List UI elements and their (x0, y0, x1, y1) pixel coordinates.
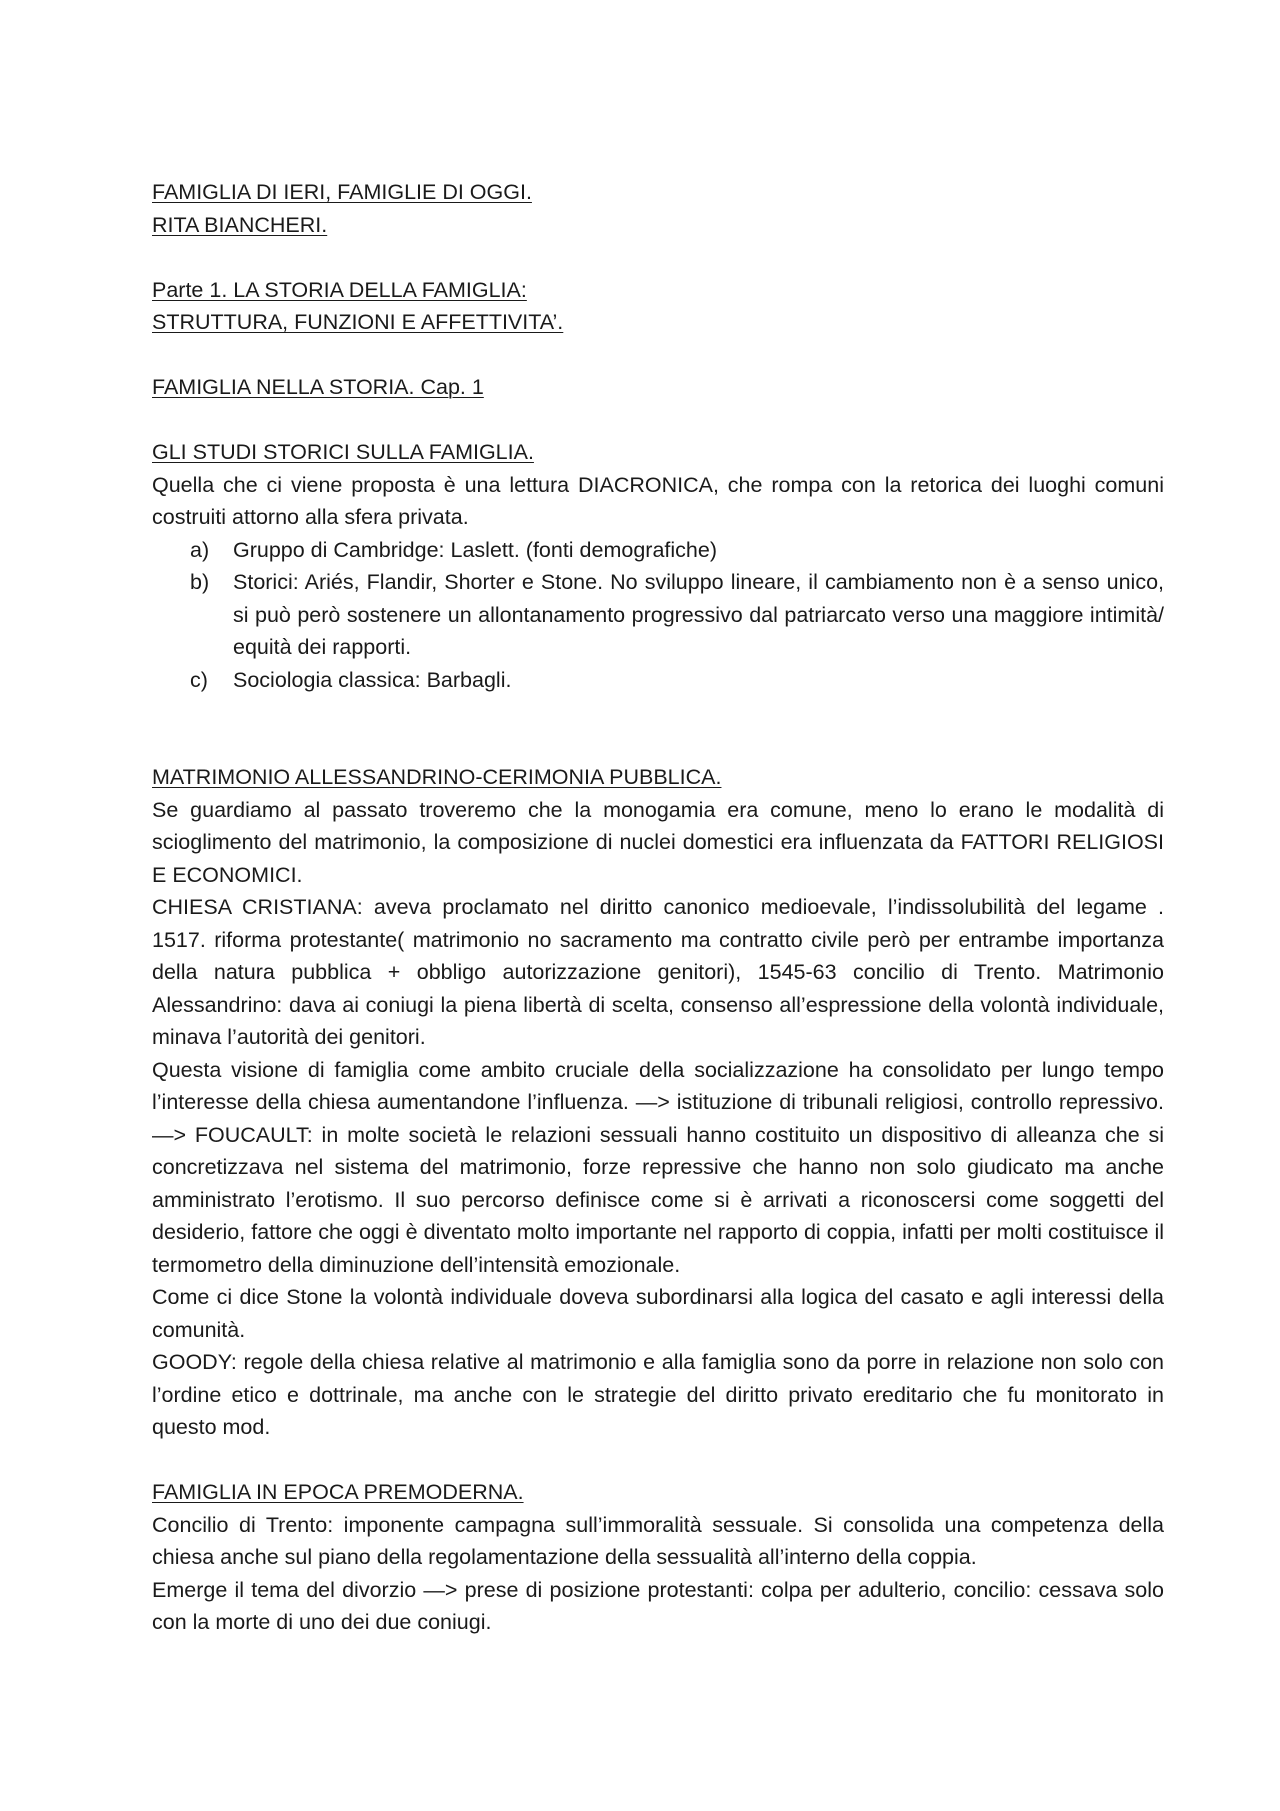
spacer (152, 404, 1164, 437)
body-paragraph: Come ci dice Stone la volontà individuale doveva subordinarsi alla logica del casato e agli interessi della comunità. (152, 1285, 1164, 1342)
part-title-line2: STRUTTURA, FUNZIONI E AFFETTIVITA’. (152, 310, 564, 334)
document-page (152, 176, 1164, 1639)
part-title-line1: Parte 1. LA STORIA DELLA FAMIGLIA: (152, 277, 527, 302)
list-marker: b) (190, 570, 210, 594)
body-paragraph: Se guardiamo al passato troveremo che la monogamia era comune, meno lo erano le modalità di scioglimento del matrimonio, la composizione di nuclei domestici era influenzata da FATTORI RELIGIOSI E ECONOMICI. (152, 797, 1164, 887)
list-item (152, 664, 1164, 697)
section-heading-premoderna: FAMIGLIA IN EPOCA PREMODERNA. (152, 1480, 524, 1504)
section-intro-paragraph: Quella che ci viene proposta è una lettura DIACRONICA, che rompa con la retorica dei luoghi comuni costruiti attorno alla sfera privata. (152, 472, 1164, 529)
document-author: RITA BIANCHERI. (152, 212, 328, 237)
list-item (152, 534, 1164, 567)
section-heading-studi-storici: GLI STUDI STORICI SULLA FAMIGLIA. (152, 440, 534, 464)
body-paragraph: Concilio di Trento: imponente campagna sull’immoralità sessuale. Si consolida una competenza della chiesa anche sul piano della regolamentazione della sessualità all’interno della coppia. (152, 1512, 1164, 1569)
document-title: FAMIGLIA DI IERI, FAMIGLIE DI OGGI. (152, 180, 532, 204)
sources-list (152, 534, 1164, 697)
body-paragraph: Emerge il tema del divorzio —> prese di posizione protestanti: colpa per adulterio, concilio: cessava solo con la morte di uno dei due coniugi. (152, 1577, 1164, 1634)
list-item (152, 566, 1164, 664)
list-marker: a) (190, 537, 210, 562)
body-paragraph: GOODY: regole della chiesa relative al matrimonio e alla famiglia sono da porre in relazione non solo con l’ordine etico e dottrinale, ma anche con le strategie del diritto privato ereditario che fu monitorato in questo mod. (152, 1350, 1164, 1439)
spacer (152, 339, 1164, 372)
spacer (152, 1444, 1164, 1477)
list-item-text: Sociologia classica: Barbagli. (233, 667, 512, 692)
chapter-title: FAMIGLIA NELLA STORIA. Cap. 1 (152, 375, 484, 399)
body-paragraph: Questa visione di famiglia come ambito cruciale della socializzazione ha consolidato per lungo tempo l’interesse della chiesa aumentandone l’influenza. —> istituzione di tribunali religiosi, controllo repressivo. —> FOUCAULT: in molte società le relazioni sessuali hanno costituito un dispositivo di alleanza che si concretizzava nel sistema del matrimonio, forze repressive che hanno non solo giudicato ma anche amministrato l’erotismo. Il suo percorso definisce come si è arrivati a riconoscersi come soggetti del desiderio, fattore che oggi è diventato molto importante nel rapporto di coppia, infatti per molti costituisce il termometro della diminuzione dell’intensità emozionale. (152, 1057, 1164, 1277)
list-marker: c) (190, 667, 208, 692)
list-item-text: Storici: Ariés, Flandir, Shorter e Stone. No sviluppo lineare, il cambiamento non è a senso unico, si può però sostenere un allontanamento progressivo dal patriarcato verso una maggiore intimità/ equità dei rapporti. (233, 570, 1164, 659)
section-heading-matrimonio: MATRIMONIO ALLESSANDRINO-CERIMONIA PUBBLICA. (152, 765, 722, 789)
spacer (152, 696, 1164, 761)
list-item-text: Gruppo di Cambridge: Laslett. (fonti demografiche) (233, 537, 717, 562)
body-paragraph: CHIESA CRISTIANA: aveva proclamato nel diritto canonico medioevale, l’indissolubilità del legame . 1517. riforma protestante( matrimonio no sacramento ma contratto civile però per entrambe importanza della natura pubblica + obbligo autorizzazione genitori), 1545-63 concilio di Trento. Matrimonio Alessandrino: dava ai coniugi la piena libertà di scelta, consenso all’espressione della volontà individuale, minava l’autorità dei genitori. (152, 895, 1164, 1049)
spacer (152, 241, 1164, 274)
